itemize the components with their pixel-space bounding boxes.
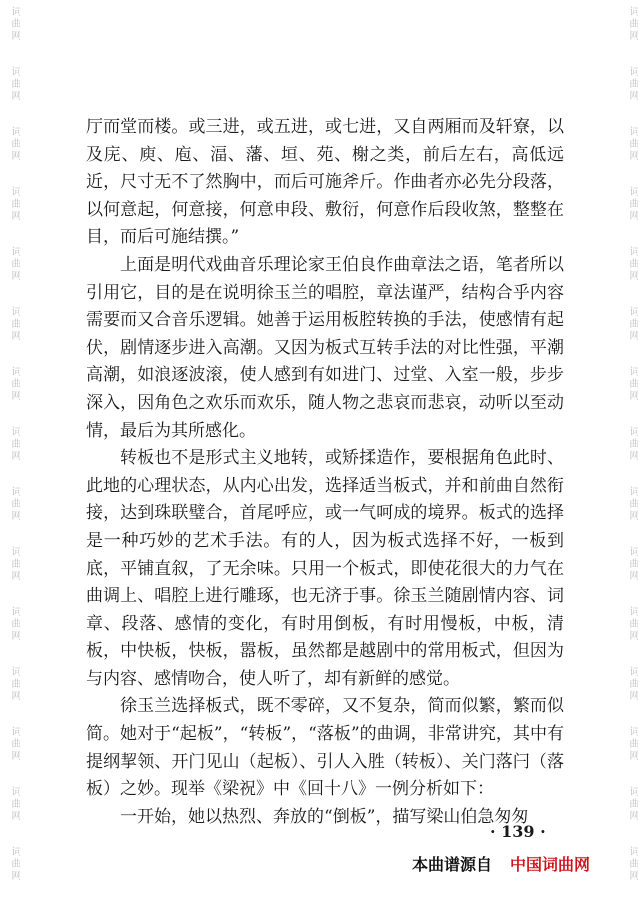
watermark-text: 词曲网 (627, 606, 638, 642)
watermark-text: 词曲网 (9, 126, 20, 162)
watermark-text: 词曲网 (9, 786, 20, 822)
watermark-text: 词曲网 (9, 246, 20, 282)
watermark-text: 词曲网 (627, 846, 638, 882)
watermark-text: 词曲网 (9, 426, 20, 462)
watermark-text: 词曲网 (627, 666, 638, 702)
paragraph-continuation: 厅而堂而楼。或三进，或五进，或七进，又自两厢而及轩寮，以及庑、庾、庖、湢、藩、垣、苑、榭之类，前后左右，高低远近，尺寸无不了然胸中，而后可施斧斤。作曲者亦必先分段落，以何意起，何意接，何意申段、敷衍，何意作后段收煞，整整在目，而后可施结撰。” (86, 117, 564, 248)
watermark-text: 词曲网 (627, 786, 638, 822)
paragraph: 徐玉兰选择板式，既不零碎，又不复杂，简而似繁，繁而似简。她对于“起板”，“转板”，“落板”的曲调，非常讲究，其中有提纲挈领、开门见山（起板）、引人入胜（转板）、关门落闩（落板）之妙。现举《梁祝》中《回十八》一例分析如下： (86, 696, 564, 800)
page-number: · 139 · (490, 822, 546, 841)
right-watermark-strip (620, 0, 638, 900)
paragraph: 上面是明代戏曲音乐理论家王伯良作曲章法之语，笔者所以引用它，目的是在说明徐玉兰的唱腔，章法谨严，结构合乎内容需要而又合音乐逻辑。她善于运用板腔转换的手法，使感情有起伏，剧情逐步进入高潮。又因为板式互转手法的对比性强，平潮高潮，如浪逐波滚，使人感到有如进门、过堂、入室一般，步步深入，因角色之欢乐而欢乐，随人物之悲哀而悲哀，动听以至动情，最后为其所感化。 (86, 254, 564, 441)
source-footer (412, 852, 590, 875)
watermark-text: 词曲网 (9, 606, 20, 642)
watermark-text: 词曲网 (627, 6, 638, 42)
watermark-text: 词曲网 (9, 66, 20, 102)
watermark-text: 词曲网 (9, 486, 20, 522)
left-watermark-strip (2, 0, 20, 900)
paragraph: 一开始，她以热烈、奔放的“倒板”，描写梁山伯急匆匆 (120, 806, 529, 827)
paragraph: 转板也不是形式主义地转，或矫揉造作，要根据角色此时、此地的心理状态，从内心出发，选择适当板式，并和前曲自然衔接，达到珠联璧合，首尾呼应，或一气呵成的境界。板式的选择是一种巧妙的艺术手法。有的人，因为板式选择不好，一板到底，平铺直叙，了无余味。只用一个板式，即使花很大的力气在曲调上、唱腔上进行雕琢，也无济于事。徐玉兰随剧情内容、词章、段落、感情的变化，有时用倒板，有时用慢板，中板，清板，中快板，快板，嚣板，虽然都是越剧中的常用板式，但因为与内容、感情吻合，使人听了，却有新鲜的感觉。 (86, 448, 564, 689)
site-name: 中国词曲网 (510, 855, 591, 874)
source-label: 本曲谱源自 (412, 855, 493, 874)
watermark-text: 词曲网 (9, 306, 20, 342)
watermark-text: 词曲网 (627, 366, 638, 402)
watermark-text: 词曲网 (627, 306, 638, 342)
watermark-text: 词曲网 (627, 426, 638, 462)
watermark-text: 词曲网 (9, 726, 20, 762)
watermark-text: 词曲网 (9, 846, 20, 882)
watermark-text: 词曲网 (9, 366, 20, 402)
watermark-text: 词曲网 (9, 666, 20, 702)
watermark-text: 词曲网 (9, 6, 20, 42)
watermark-text: 词曲网 (627, 726, 638, 762)
watermark-text: 词曲网 (627, 66, 638, 102)
watermark-text: 词曲网 (627, 186, 638, 222)
watermark-text: 词曲网 (9, 546, 20, 582)
watermark-text: 词曲网 (627, 486, 638, 522)
watermark-text: 词曲网 (627, 126, 638, 162)
watermark-text: 词曲网 (627, 246, 638, 282)
page-body (86, 114, 564, 831)
watermark-text: 词曲网 (9, 186, 20, 222)
watermark-text: 词曲网 (627, 546, 638, 582)
